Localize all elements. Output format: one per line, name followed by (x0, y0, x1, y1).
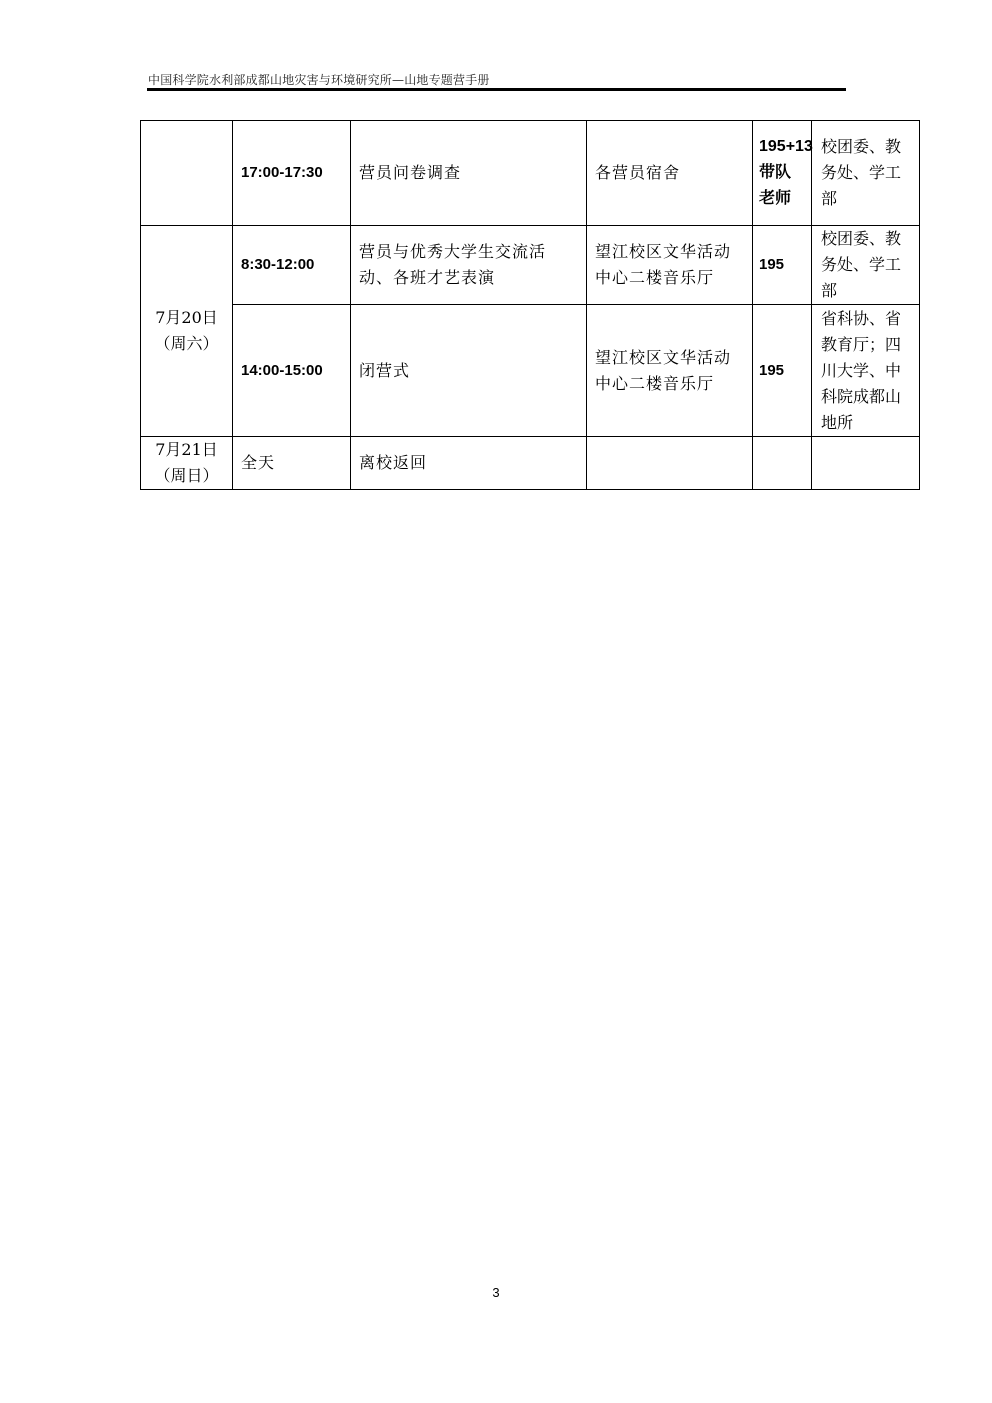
organizer-cell: 省科协、省教育厅；四川大学、中科院成都山地所 (812, 305, 920, 437)
count-cell (753, 437, 812, 490)
organizer-cell: 校团委、教务处、学工部 (812, 226, 920, 305)
table-row (141, 437, 920, 490)
count-cell: 195 (753, 305, 812, 437)
activity-cell: 营员与优秀大学生交流活动、各班才艺表演 (351, 226, 587, 305)
activity-cell: 离校返回 (351, 437, 587, 490)
weekday-label: （周六） (154, 334, 219, 353)
location-cell: 望江校区文华活动中心二楼音乐厅 (587, 305, 753, 437)
weekday-label: （周日） (154, 466, 219, 485)
date-label: 7月20日 (155, 308, 218, 327)
time-cell: 14:00-15:00 (233, 305, 351, 437)
location-cell: 望江校区文华活动中心二楼音乐厅 (587, 226, 753, 305)
schedule-table (140, 120, 920, 490)
time-cell: 17:00-17:30 (233, 121, 351, 226)
page-number: 3 (492, 1285, 500, 1300)
location-cell (587, 437, 753, 490)
date-cell (141, 226, 233, 437)
activity-cell: 闭营式 (351, 305, 587, 437)
count-cell: 195 (753, 226, 812, 305)
header-rule (147, 88, 846, 91)
time-cell: 8:30-12:00 (233, 226, 351, 305)
time-cell: 全天 (233, 437, 351, 490)
date-cell (141, 121, 233, 226)
organizer-cell (812, 437, 920, 490)
organizer-cell: 校团委、教务处、学工部 (812, 121, 920, 226)
location-cell: 各营员宿舍 (587, 121, 753, 226)
date-cell (141, 437, 233, 490)
table-row (141, 305, 920, 437)
activity-cell: 营员问卷调查 (351, 121, 587, 226)
table-row (141, 226, 920, 305)
running-header: 中国科学院水利部成都山地灾害与环境研究所—山地专题营手册 (148, 73, 490, 87)
table-row (141, 121, 920, 226)
count-cell: 195+13带队老师 (753, 121, 812, 226)
date-label: 7月21日 (155, 440, 218, 459)
